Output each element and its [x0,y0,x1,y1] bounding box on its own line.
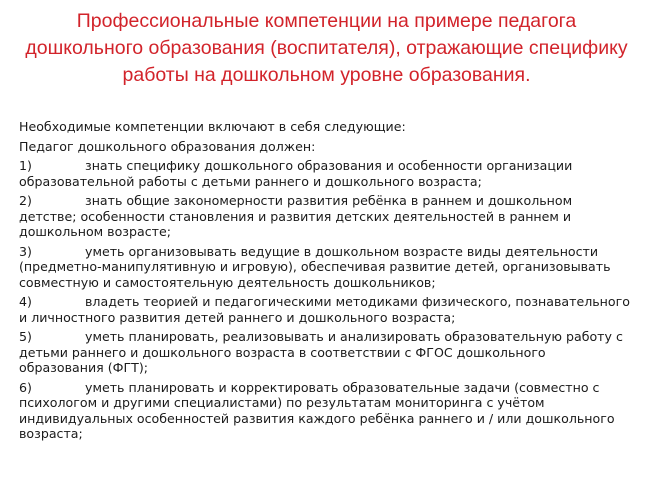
list-item-2 [19,193,631,240]
list-item-text: знать специфику дошкольного образования и особенности организации образовательной работы с детьми раннего и дошкольного возраста; [19,158,573,189]
list-item-text: уметь планировать и корректировать образовательные задачи (совместно с психологом и другими специалистами) по результатам мониторинга с учётом индивидуальных особенностей развития каждого ребёнка раннего и / или дошкольного возраста; [19,379,615,441]
lead-text: Педагог дошкольного образования должен: [19,138,316,154]
list-item-number: 1) [19,158,32,173]
list-item-number: 5) [19,329,32,344]
list-item-text: уметь организовывать ведущие в дошкольном возрасте виды деятельности (предметно-манипулятивную и игровую), обеспечивая развитие детей, организовывать совместную и самостоятельную деятельность дошкольников; [19,243,611,290]
list-item-6 [19,380,631,442]
list-item-1 [19,158,631,189]
list-item-number: 4) [19,294,32,309]
slide-body [19,119,631,446]
list-item-3 [19,244,631,291]
list-item-number: 2) [19,193,32,208]
intro-text: Необходимые компетенции включают в себя следующие: [19,119,406,134]
list-item-number: 3) [19,243,32,259]
list-item-5 [19,329,631,376]
list-item-number: 6) [19,379,32,395]
list-item-4 [19,294,631,325]
list-item-text: знать общие закономерности развития ребёнка в раннем и дошкольном детстве; особенности становления и развития детских деятельностей в раннем и дошкольном возрасте; [19,193,573,239]
slide-title: Профессиональные компетенции на примере педагога дошкольного образования (воспитателя), отражающие специфику работы на дошкольном уровне образования. [25,10,628,86]
list-item-text: владеть теорией и педагогическими методиками физического, познавательного и личностного развития детей раннего и дошкольного возраста; [19,294,630,325]
list-item-text: уметь планировать, реализовывать и анализировать образовательную работу с детьми раннего и дошкольного возраста в соответствии с ФГОС дошкольного образования (ФГТ); [19,329,623,375]
